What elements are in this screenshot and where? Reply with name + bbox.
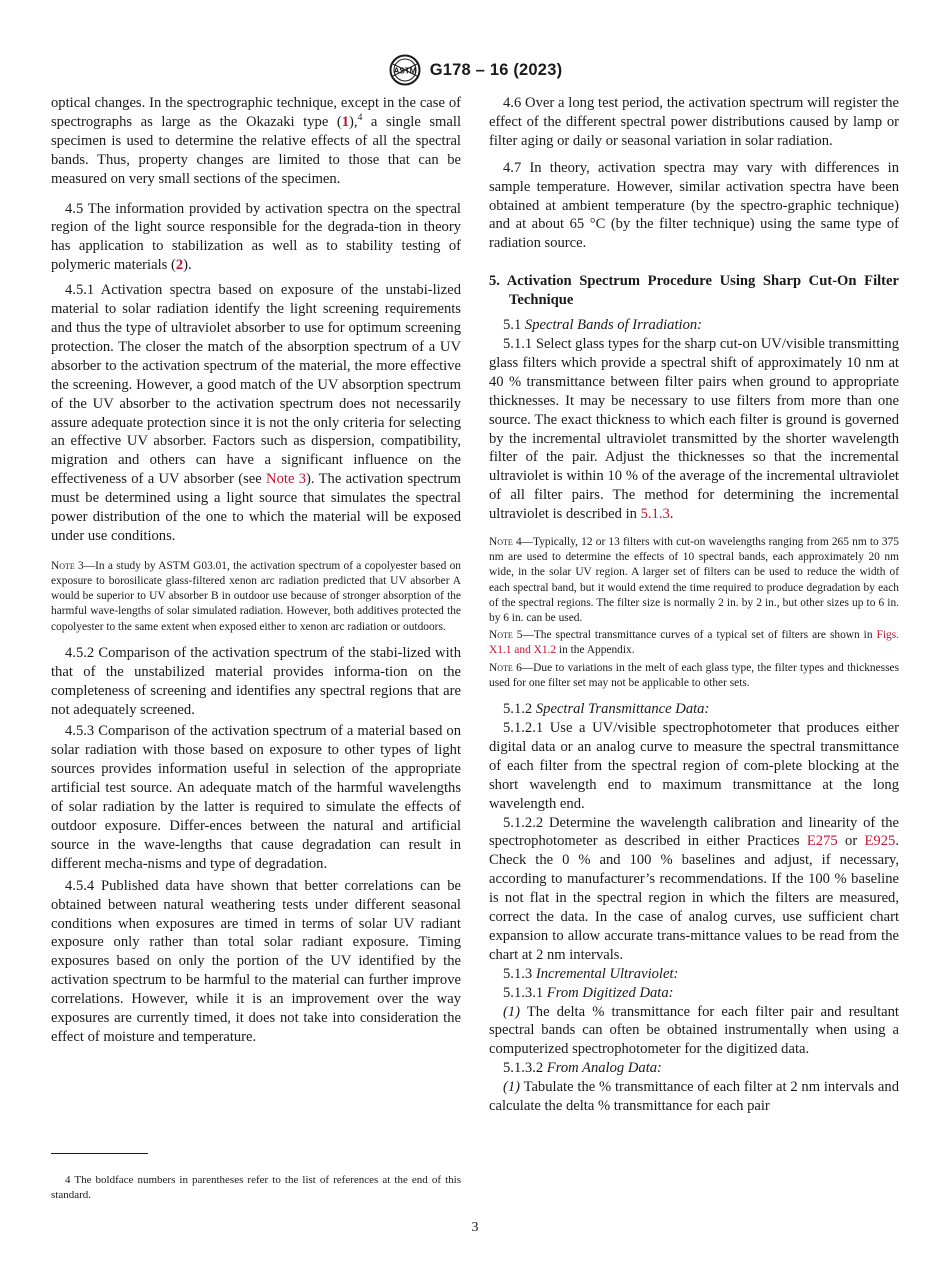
paragraph-5-1-3-1-item-1: (1) The delta % transmittance for each filter pair and resultant spectral bands can often be obtained instrumentally when using a computerized spectrophotometer for the digitized data. (489, 1003, 899, 1058)
reference-link-1[interactable]: 1 (341, 113, 350, 130)
paragraph-intro: optical changes. In the spectrographic technique, except in the case of spectrographs as large as the Okazaki type (1),$^4$ a single small specimen is used to determine the relative effects of all the spectral bands. Thus, property changes are limited to those that can be measured on very small sections of the specimen. (51, 95, 461, 187)
svg-text:ASTM: ASTM (393, 66, 417, 76)
figures-x1-link[interactable]: Figs. X1.1 and X1.2 (489, 629, 899, 657)
paragraph-5-1-2: 5.1.2 Spectral Transmittance Data: (503, 701, 710, 718)
paragraph-5-1-3-1: 5.1.3.1 From Digitized Data: (503, 984, 674, 1001)
paragraph-5-1-3-2-item-1: (1) Tabulate the % transmittance of each filter at 2 nm intervals and calculate the delta % transmittance for each pair (489, 1079, 899, 1115)
paragraph-4-5-1: 4.5.1 Activation spectra based on exposure of the unstabi-lized material to solar radiation identify the light screening requirements and thus the type of ultraviolet absorber to use for optimum screening protection. The closer the match of the absorption spectrum of a UV absorber to the activation spectrum of the material, the more effective the screening. However, a good match of the UV absorption spectrum of the UV absorber to the activation spectrum does not necessarily assure adequate protection since it is not the only criteria for selecting an effective UV absorber. Factors such as dispersion, compatibility, migration and others can have a significant influence on the effectiveness of a UV absorber (see Note 3). The activation spectrum must be determined using a light source that simulates the spectral power distribution of the one to which the material will be exposed under use conditions. (51, 282, 461, 544)
note-5: Note 5—The spectral transmittance curves of a typical set of filters are shown in Figs. X1.1 and X1.2 in the Appendix. (489, 629, 899, 657)
left-column (51, 94, 461, 1047)
paragraph-5-1-2-2: 5.1.2.2 Determine the wavelength calibration and linearity of the spectrophotometer as described in either Practices E275 or E925. Check the 0 % and 100 % baselines and adjust, if necessary, according to manufacturer’s recommendations. If the 100 % baseline is not flat in the spectral region in which the filters are measured, correct the data. In the case of analog curves, use sufficient chart expansion to allow accurate trans-mittance values to be read from the chart at 2 nm intervals. (489, 814, 899, 963)
section-5-1-3-link[interactable]: 5.1.3 (640, 506, 670, 523)
section-5-heading: 5. Activation Spectrum Procedure Using Sharp Cut-On Filter Technique (489, 273, 899, 309)
astm-logo-icon (388, 54, 422, 86)
page-header (0, 52, 950, 88)
paragraph-5-1-3-2: 5.1.3.2 From Analog Data: (503, 1060, 662, 1077)
paragraph-5-1-3: 5.1.3 Incremental Ultraviolet: (503, 965, 679, 982)
paragraph-4-5-2: 4.5.2 Comparison of the activation spectrum of the stabi-lized with that of the unstabilized material provides informa-tion on the completeness of screening and identifies any spectral regions that are not adequately screened. (51, 644, 461, 718)
footnote-4: 4 The boldface numbers in parentheses refer to the list of references at the end of this standard. (51, 1174, 461, 1201)
note-4: Note 4—Typically, 12 or 13 filters with cut-on wavelengths ranging from 265 nm to 375 nm are used to determine the effects of 10 spectral bands, each approximately 20 nm wide, in the solar UV region. A larger set of filters can be used to reduce the width of each spectral band, but it would extend the time required to produce degradation by each of the spectral regions. The filter size is normally 2 in. by 2 in., but other sizes up to 6 in. by 6 in. can be used. (489, 536, 899, 625)
paragraph-5-1-2-1: 5.1.2.1 Use a UV/visible spectrophotometer that produces either digital data or an analog curve to measure the spectral transmittance of each filter from the spectral region of com-plete blocking at the short wavelength end to maximum transmittance at the long wavelength end. (489, 719, 899, 812)
e275-link[interactable]: E275 (806, 833, 838, 850)
paragraph-4-5: 4.5 The information provided by activation spectra on the spectral region of the light source responsible for the degrada-tion in theory has application to stabilization as well as to stability testing of polymeric materials (2). (51, 200, 461, 274)
e925-link[interactable]: E925 (864, 833, 896, 850)
paragraph-5-1-1: 5.1.1 Select glass types for the sharp cut-on UV/visible transmitting glass filters which provide a spectral shift of approximately 10 nm at 40 % transmittance between filter pairs when ground to appropriate thicknesses. It may be necessary to use filters from more than one source. The exact thickness to which each filter is ground is governed by the incremental ultraviolet transmitted by the shorter wavelength filter of the pair. Adjust the thicknesses so that the incremental ultraviolet is within 10 % of the average of the incremental ultraviolet of all filter pairs. The method for determining the incremental ultraviolet is described in 5.1.3. (489, 335, 899, 523)
note-6: Note 6—Due to variations in the melt of each glass type, the filter types and thicknesses used for one filter set may not be applicable to other sets. (489, 661, 899, 689)
paragraph-4-6: 4.6 Over a long test period, the activation spectrum will register the effect of the different spectral power distributions caused by lamp or filter aging or daily or seasonal variation in solar radiation. (489, 95, 899, 149)
paragraph-5-1: 5.1 Spectral Bands of Irradiation: (503, 317, 703, 334)
reference-link-2[interactable]: 2 (175, 257, 184, 274)
note-3: Note 3—In a study by ASTM G03.01, the activation spectrum of a copolyester based on exposure to borosilicate glass-filtered xenon arc radiation predicted that UV absorber A would be superior to UV absorber B in outdoor use because of stronger absorption of the harmful wave-lengths of solar simulated radiation. However, both additives protected the copolyester to the same extent when exposed either to xenon arc radiation or outdoors. (51, 559, 461, 633)
page-number: 3 (471, 1220, 479, 1235)
paragraph-4-5-4: 4.5.4 Published data have shown that better correlations can be obtained between natural weathering tests under different seasonal conditions when exposures are timed in terms of solar UV radiant exposure only rather than total solar radiant exposure. Timing exposures based on only the portion of the UV identified by the activation spectrum to be harmful to the material can further improve correlations. However, while it is an improvement over the way exposures are currently timed, it does not take into consideration the effect of moisture and temperature. (51, 877, 461, 1045)
note-3-link[interactable]: Note 3 (266, 471, 307, 488)
document-designation: G178 – 16 (2023) (429, 60, 563, 79)
paragraph-4-5-3: 4.5.3 Comparison of the activation spectrum of a material based on solar radiation with those based on exposure to other types of light sources provides information useful in selection of the appropriate artificial test source. An adequate match of the harmful wavelengths of solar radiation by the latter is required to simulate the effects of outdoor exposure. Differ-ences between the natural and artificial source in the wave-lengths that cause degradation can result in different mecha-nisms and type of degradation. (51, 723, 461, 872)
footnote-divider (51, 1153, 148, 1154)
footnote-marker: 4 (357, 113, 363, 124)
paragraph-4-7: 4.7 In theory, activation spectra may vary with differences in sample temperature. However, similar activation spectra have been obtained at ambient temperature (by the spectro-graphic technique) and at about 65 °C (by the filter technique) using the same type of radiation source. (489, 159, 899, 252)
right-column (489, 94, 899, 1116)
